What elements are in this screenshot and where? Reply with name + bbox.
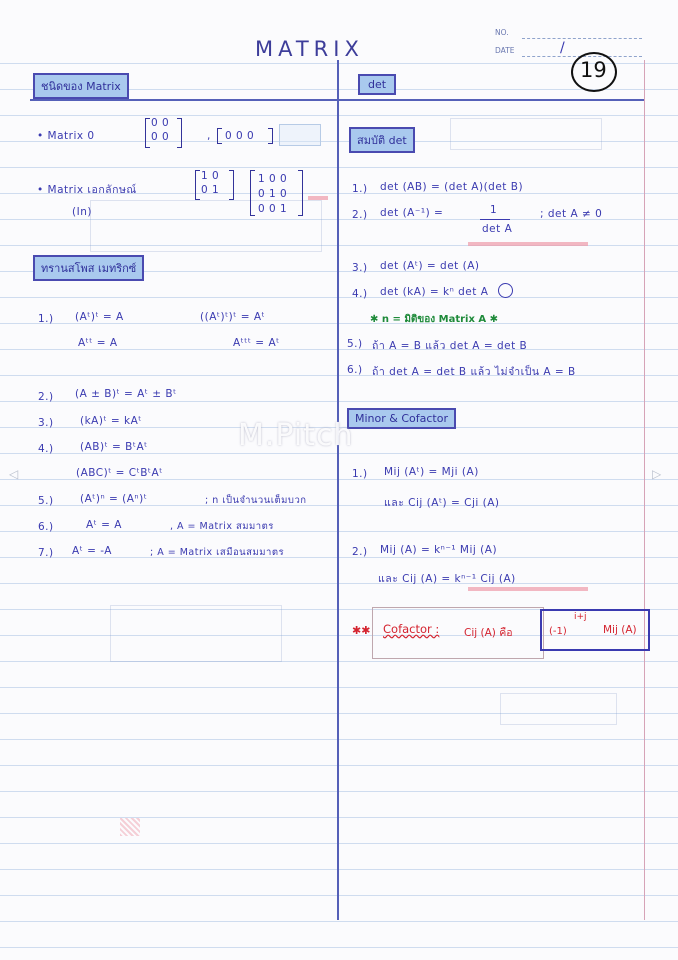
minor-rule: และ Cij (A) = kⁿ⁻¹ Cij (A)	[378, 573, 516, 585]
bracket-left	[195, 170, 200, 200]
minor-number: 2.)	[352, 546, 368, 558]
transpose-rule: (Aᵗ)ᵗ = A	[75, 311, 124, 323]
identity2-row-1: 1 0	[201, 170, 220, 182]
no-line	[522, 38, 642, 39]
ghost-box	[500, 693, 617, 725]
highlight-mark	[468, 242, 588, 246]
bracket-right	[268, 128, 273, 144]
left-arrow-icon: ◁	[9, 467, 19, 481]
transpose-rule: Aᵗ = A	[86, 519, 122, 531]
det-prop-extra: ; det A ≠ 0	[540, 208, 603, 220]
highlight-mark	[308, 196, 328, 200]
date-label: DATE	[495, 46, 515, 55]
ghost-box	[450, 118, 602, 150]
right-margin-line	[644, 60, 645, 920]
identity2-row-2: 0 1	[201, 184, 220, 196]
bracket-right	[229, 170, 234, 200]
right-arrow-icon: ▷	[652, 467, 662, 481]
identity3-row-2: 0 1 0	[258, 188, 288, 200]
prop-number: 1.)	[352, 183, 368, 195]
cofactor-tail: Mij (A)	[603, 624, 637, 636]
minor-rule: Mij (A) = kⁿ⁻¹ Mij (A)	[380, 544, 498, 556]
prop-number: 2.)	[352, 209, 368, 221]
cofactor-label: Cofactor :	[383, 622, 440, 636]
frac-denominator: det A	[482, 223, 513, 235]
item-number: 1.)	[38, 313, 54, 325]
bracket-right	[177, 118, 182, 148]
identity3-row-3: 0 0 1	[258, 203, 288, 215]
item-number: 4.)	[38, 443, 54, 455]
det-prop: ถ้า det A = det B แล้ว ไม่จำเป็น A = B	[372, 366, 576, 378]
section-matrix-types: ชนิดของ Matrix	[33, 73, 129, 99]
item-number: 7.)	[38, 547, 54, 559]
section-transpose: ทรานสโพส เมทริกซ์	[33, 255, 144, 281]
date-separator: /	[560, 40, 565, 56]
bracket-left	[217, 128, 222, 144]
transpose-rule-extra: Aᵗᵗᵗ = Aᵗ	[233, 337, 280, 349]
watermark: M.Pitch	[238, 418, 354, 453]
item-number: 5.)	[38, 495, 54, 507]
prop-number: 5.)	[347, 338, 363, 350]
section-minor-cofactor: Minor & Cofactor	[347, 408, 456, 429]
frac-numerator: 1	[490, 204, 498, 216]
minor-number: 1.)	[352, 468, 368, 480]
cofactor-text: Cij (A) คือ	[464, 627, 513, 639]
zero-matrix-row-1: 0 0	[151, 117, 170, 129]
identity-matrix-label: • Matrix เอกลักษณ์	[37, 184, 137, 196]
item-number: 3.)	[38, 417, 54, 429]
zero-row-vector: 0 0 0	[225, 130, 255, 142]
transpose-rule: Aᵗ = -A	[72, 545, 112, 557]
minor-rule: และ Cij (Aᵗ) = Cji (A)	[384, 497, 500, 509]
transpose-rule-extra: ; A = Matrix เสมือนสมมาตร	[150, 547, 285, 558]
det-prop: det (Aᵗ) = det (A)	[380, 260, 480, 272]
section-det: det	[358, 74, 396, 95]
circled-n	[498, 283, 513, 298]
transpose-rule-extra: , A = Matrix สมมาตร	[170, 521, 274, 532]
zero-matrix-sep: ,	[207, 130, 211, 142]
det-prop: ถ้า A = B แล้ว det A = det B	[372, 340, 528, 352]
bracket-right	[298, 170, 303, 216]
transpose-rule-extra: ((Aᵗ)ᵗ)ᵗ = Aᵗ	[200, 311, 266, 323]
transpose-rule: (AB)ᵗ = BᵗAᵗ	[80, 441, 148, 453]
identity3-row-1: 1 0 0	[258, 173, 288, 185]
cofactor-stars: ✱✱	[352, 624, 371, 637]
cofactor-sign: (-1)	[549, 626, 567, 637]
item-number: 2.)	[38, 391, 54, 403]
det-note: ✱ n = มิติของ Matrix A ✱	[370, 314, 498, 325]
page-title: MATRIX	[255, 37, 364, 61]
prop-number: 4.)	[352, 288, 368, 300]
section-det-props: สมบัติ det	[349, 127, 415, 153]
prop-number: 6.)	[347, 364, 363, 376]
det-prop: det (A⁻¹) =	[380, 207, 444, 219]
no-label: NO.	[495, 28, 509, 37]
ghost-box	[110, 605, 282, 662]
bracket-left	[250, 170, 255, 216]
transpose-rule: (A ± B)ᵗ = Aᵗ ± Bᵗ	[75, 388, 177, 400]
column-divider	[337, 60, 339, 920]
minor-rule: Mij (Aᵗ) = Mji (A)	[384, 466, 479, 478]
transpose-rule: (Aᵗ)ⁿ = (Aⁿ)ᵗ	[80, 493, 148, 505]
highlight-mark	[468, 587, 588, 591]
zero-matrix-label: • Matrix 0	[37, 130, 95, 142]
det-prop: det (kA) = kⁿ det A	[380, 286, 489, 298]
det-prop: det (AB) = (det A)(det B)	[380, 181, 524, 193]
bracket-left	[145, 118, 150, 148]
transpose-rule: (kA)ᵗ = kAᵗ	[80, 415, 142, 427]
prop-number: 3.)	[352, 262, 368, 274]
transpose-rule-extra: ; n เป็นจำนวนเต็มบวก	[205, 495, 307, 506]
item-number: 6.)	[38, 521, 54, 533]
transpose-rule: Aᵗᵗ = A	[78, 337, 118, 349]
cofactor-exponent: i+j	[574, 612, 587, 622]
highlight-box	[279, 124, 321, 146]
transpose-rule: (ABC)ᵗ = CᵗBᵗAᵗ	[76, 467, 163, 479]
fraction-bar	[480, 219, 510, 220]
page-number: 19	[580, 58, 607, 82]
zero-matrix-row-2: 0 0	[151, 131, 170, 143]
smudge-mark	[120, 818, 140, 836]
identity-matrix-sub: (In)	[72, 206, 92, 218]
